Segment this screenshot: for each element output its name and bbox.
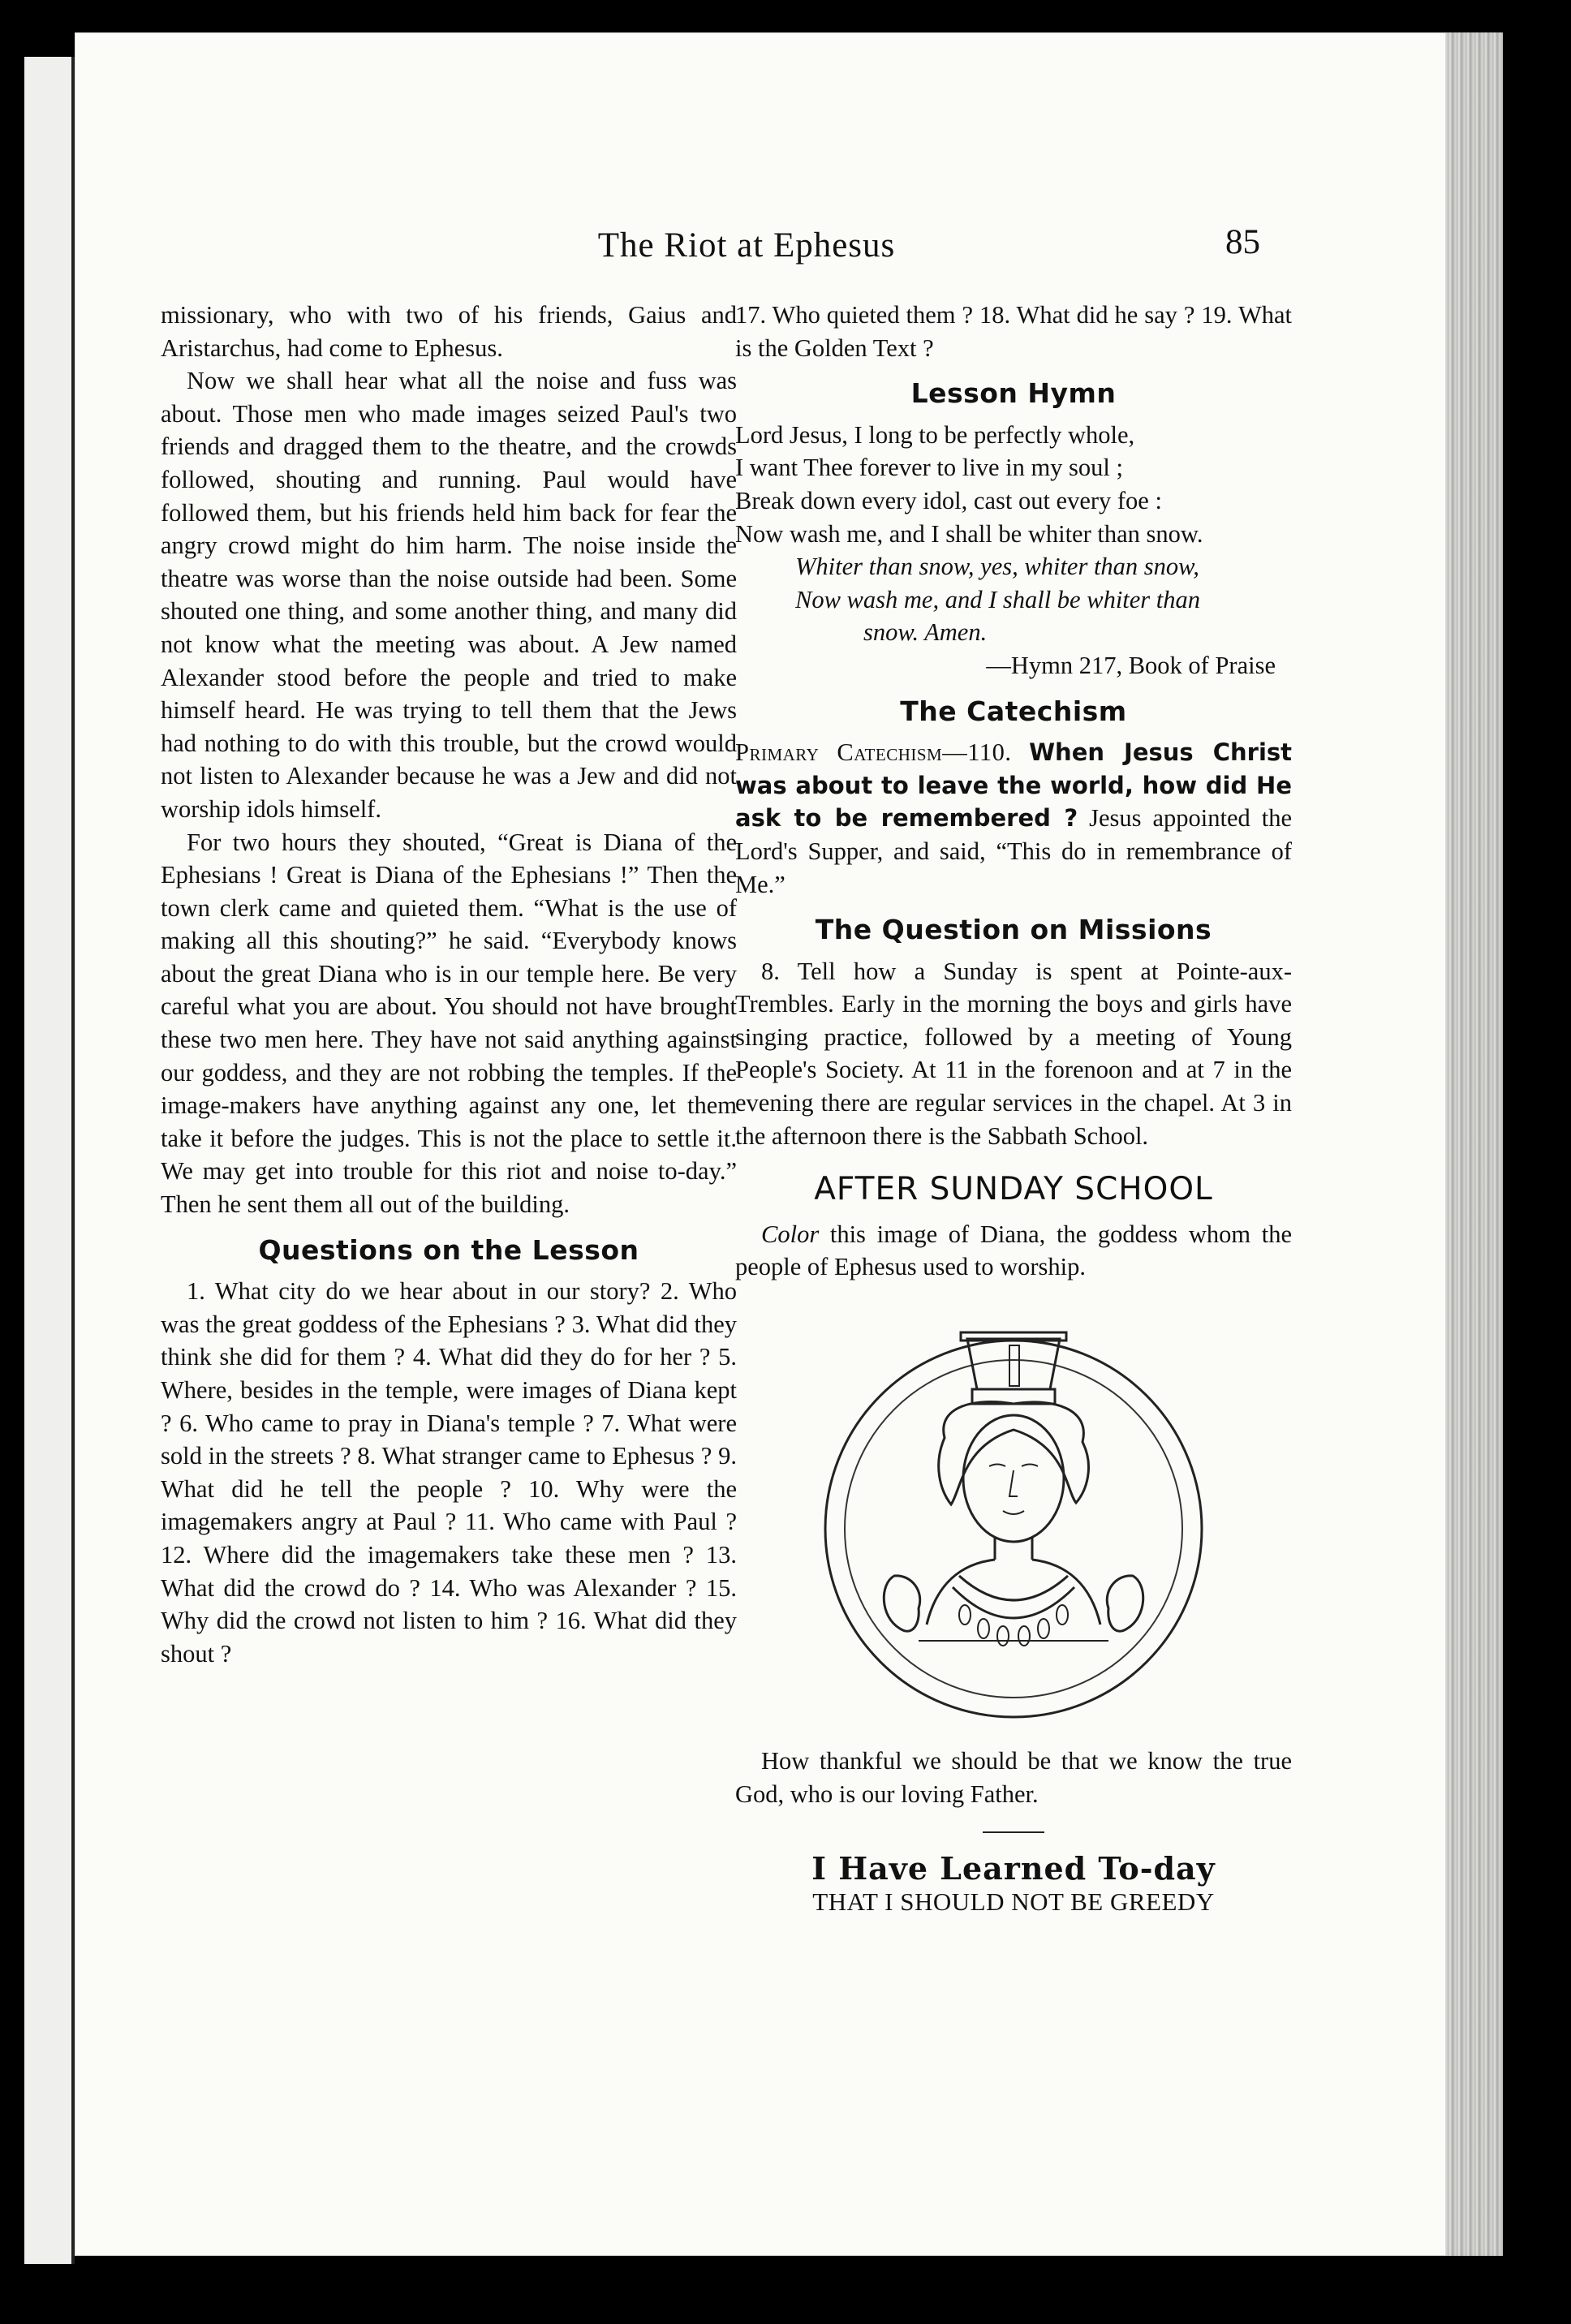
catechism-question: When Jesus Christ was about to leave the world, how did He ask to be remembered ? <box>735 738 1293 833</box>
hymn-line: Now wash me, and I shall be whiter than snow. <box>735 519 1203 548</box>
hymn-chorus-line: Now wash me, and I shall be whiter than <box>795 585 1201 613</box>
hymn-line: Lord Jesus, I long to be perfectly whole, <box>735 420 1135 449</box>
learned-text: THAT I SHOULD NOT BE GREEDY <box>812 1887 1215 1916</box>
right-column <box>735 299 1292 1918</box>
missions-heading: The Question on Missions <box>815 914 1212 946</box>
questions-continued: 17. Who quieted them ? 18. What did he say ? 19. What is the Golden Text ? <box>735 301 1292 362</box>
facing-page-edge <box>24 57 75 2264</box>
hymn-chorus-line: Whiter than snow, yes, whiter than snow, <box>795 553 1199 581</box>
after-school-heading: AFTER SUNDAY SCHOOL <box>814 1171 1213 1208</box>
color-word: Color <box>761 1220 820 1248</box>
catechism-answer: Jesus appointed the Lord's Supper, and said, “This do in remembrance of Me.” <box>735 804 1292 898</box>
story-paragraph-2: Now we shall hear what all the noise and fuss was about. Those men who made images seized Paul's two friends and dragged them to the theatre, and the crowds followed, shouting and running. Paul would have followed them, but his friends held him back for fear the angry crowd might do him harm. The noise inside the theatre was worse than the noise outside had been. Some shouted one thing, and some another thing, and many did not know what the meeting was about. A Jew named Alexander stood before the people and tried to make himself heard. He was trying to tell them that the Jews had nothing to do with this trouble, but the crowd would not listen to Alexander because he was a Jew and did not worship idols himself. <box>161 367 737 823</box>
catechism-text <box>735 736 1292 901</box>
hymn-heading: Lesson Hymn <box>910 377 1117 410</box>
hymn-chorus-line: snow. Amen. <box>863 618 988 647</box>
questions-heading: Questions on the Lesson <box>258 1233 639 1266</box>
story-paragraph-1: missionary, who with two of his friends, Gaius and Aristarchus, had come to Ephesus. <box>161 301 737 362</box>
story-paragraph-3: For two hours they shouted, “Great is Diana of the Ephesians ! Great is Diana of the Ephesians !” Then the town clerk came and quieted them. “What is the use of making all this shouting?” he said. “Everybody knows about the great Diana who is in our temple here. Be very careful what you are about. You should not have brought these two men here. They have not said anything against our goddess, and they are not robbing the temples. If the image-makers have anything against any one, let them take it before the judges. This is not the place to settle it. We may get into trouble for this riot and noise to-day.” Then he sent them all out of the building. <box>161 828 737 1219</box>
hymn-line: I want Thee forever to live in my soul ; <box>735 454 1123 482</box>
diana-image-illustration <box>823 1316 1204 1722</box>
left-column <box>161 299 737 1670</box>
hymn-credit: —Hymn 217, Book of Praise <box>986 651 1276 679</box>
diana-figure <box>735 1316 1292 1722</box>
divider <box>983 1831 1044 1833</box>
thankful-text: How thankful we should be that we know the true God, who is our loving Father. <box>735 1747 1292 1808</box>
catechism-heading: The Catechism <box>900 695 1127 727</box>
missions-text: 8. Tell how a Sunday is spent at Pointe-aux-Trembles. Early in the morning the boys and girls have singing practice, followed by a meeting of Young People's Society. At 11 in the forenoon and at 7 in the evening there are regular services in the chapel. At 3 in the afternoon there is the Sabbath School. <box>735 957 1292 1150</box>
hymn <box>735 419 1292 682</box>
catechism-label: Primary Catechism—110. <box>735 738 1012 767</box>
after-school-text <box>735 1218 1292 1284</box>
after-school-instruction: this image of Diana, the goddess whom the people of Ephesus used to worship. <box>735 1220 1293 1281</box>
learned-heading: I Have Learned To-day <box>811 1850 1216 1887</box>
book-page-edges <box>1446 32 1503 2256</box>
hymn-line: Break down every idol, cast out every foe : <box>735 486 1162 514</box>
page-number: 85 <box>1225 223 1260 261</box>
scan-border-left <box>0 0 24 2324</box>
questions-text: 1. What city do we hear about in our story? 2. Who was the great goddess of the Ephesians ? 3. What did they think she did for them ? 4. What did they do for her ? 5. Where, besides in the temple, were images of Diana kept ? 6. Who came to pray in Diana's temple ? 7. What were sold in the streets ? 8. What stranger came to Ephesus ? 9. What did he tell the people ? 10. Why were the imagemakers angry at Paul ? 11. Who came with Paul ? 12. Where did the imagemakers take these men ? 13. What did the crowd do ? 14. Who was Alexander ? 15. Why did the crowd not listen to him ? 16. What did they shout ? <box>161 1277 737 1668</box>
page-title: The Riot at Ephesus <box>597 226 896 265</box>
